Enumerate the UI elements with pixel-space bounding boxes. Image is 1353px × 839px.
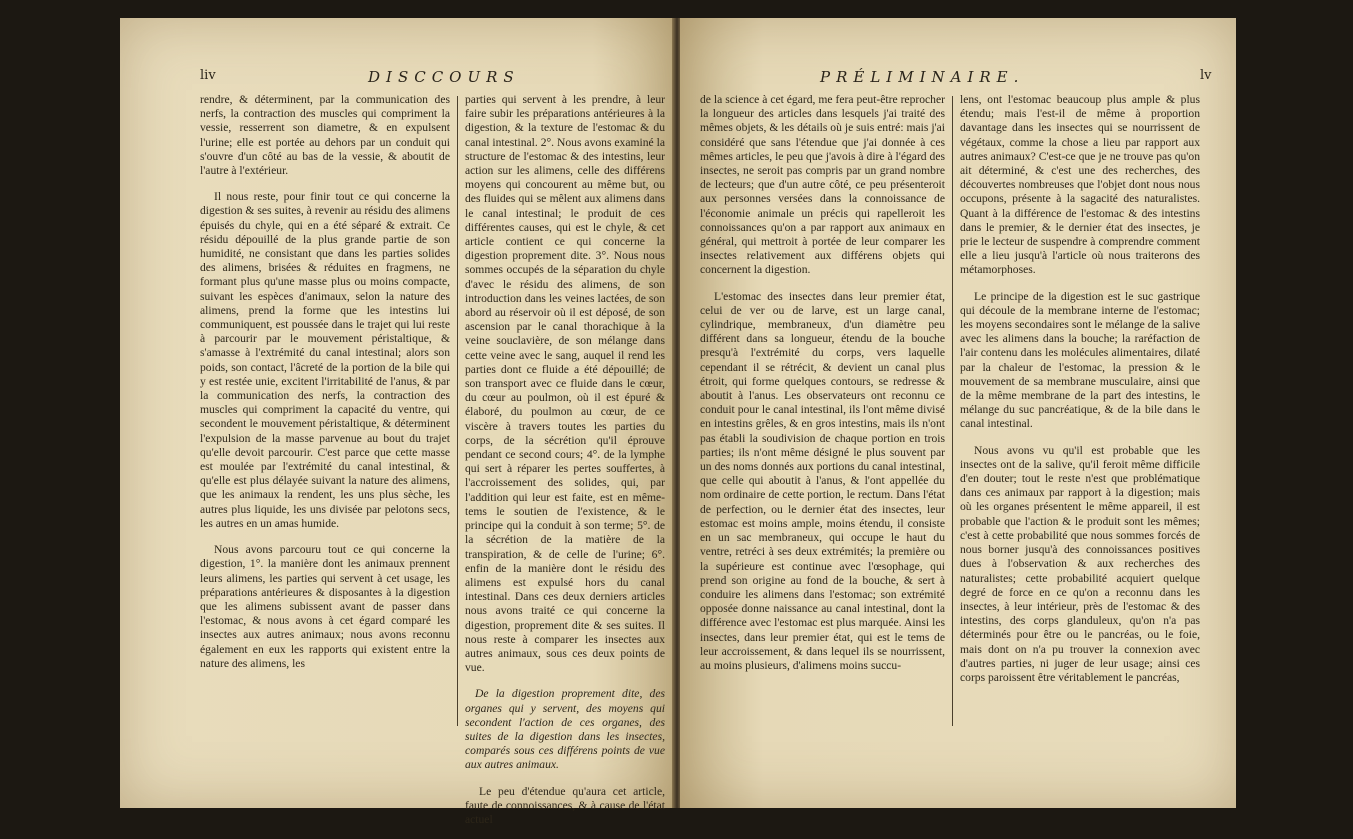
page-number-left: liv xyxy=(200,68,216,83)
running-title-left: DISCCOURS xyxy=(368,68,520,86)
column-rule xyxy=(457,96,458,726)
paragraph: Le peu d'étendue qu'aura cet article, faute de connoissances, & à cause de l'état actuel xyxy=(465,784,665,826)
left-column-1 xyxy=(200,93,450,683)
paragraph: L'estomac des insectes dans leur premier état, celui de ver ou de larve, est un large canal, cylindrique, membraneux, d'un diamètre peu différent dans sa longueur, étendu de la bouche presqu'à l'extrémité du corps, vers laquelle cependant il se rétrécit, & devient un canal plus étroit, qui forme quelques contours, se redresse & aboutit à l'anus. Les observateurs ont reconnu ce conduit pour le canal intestinal, ils l'ont même divisé en intestins grêles, & en gros intestins, mais ils n'ont pas établi la soudivision de chaque portion en trois parties; ils n'ont même désigné le plus souvent par un des noms donnés aux portions du canal intestinal, que celle qui aboutit à l'anus, & l'ont appellée du nom ordinaire de cette portion, le rectum. Dans l'état de perfection, ou le dernier état des insectes, leur estomac est moins ample, moins étendu, il consiste en un sac membraneux, qui occupe le haut du ventre, retréci à ses deux extrémités; la première ou la supérieure est continue avec l'œsophage, qui prend son origine au fond de la bouche, & sert à conduire les alimens dans l'estomac; son extrémité opposée donne naissance au canal intestinal, dont la différence avec l'estomac est plus marquée. Ainsi les insectes, dans leur premier état, qui est le tems de leur accroissement, & dans lequel ils se nourrissent, au moins plusieurs, d'alimens moins succu- xyxy=(700,289,945,672)
right-column-1 xyxy=(700,93,945,685)
right-page xyxy=(680,18,1236,808)
paragraph: Nous avons vu qu'il est probable que les insectes ont de la salive, qu'il feroit même difficile d'en douter; tout le reste n'est que problématique dans ces animaux par rapport à la digestion; mais où les organes présentent le même appareil, il est probable que l'action & le produit sont les mêmes; c'est à cette probabilité que nous sommes forcés de nous borner jusqu'à des connoissances positives dues à l'observation & aux recherches des naturalistes; cette probabilité acquiert quelque degré de force en ce qu'on a reconnu dans les insectes, à leur intérieur, près de l'estomac & des intestins, des corps glanduleux, qu'on n'a pas déterminés pour être ou le pancréas, ou le foie, mais dont on n'a pu trouver la connexion avec d'autres parties, ni juger de leur usage; ainsi ces corps paroissent être véritablement le pancréas, xyxy=(960,443,1200,684)
column-rule xyxy=(952,96,953,726)
paragraph: Le principe de la digestion est le suc gastrique qui découle de la membrane interne de l'estomac; les moyens secondaires sont le mélange de la salive avec les alimens dans la bouche; la raréfaction de l'air contenu dans les molécules alimentaires, dilaté par la chaleur de l'estomac, la pression & le mouvement de sa membrane musculaire, ainsi que de la même membrane de la part des intestins, le mélange du suc pancréatique, & de la bile dans le canal intestinal. xyxy=(960,289,1200,431)
paragraph: rendre, & déterminent, par la communication des nerfs, la contraction des muscles qui compriment la vessie, resserrent son diametre, & en expulsent l'urine; elle est portée au dehors par un conduit qui s'ouvre d'un côté au bas de la vessie, & aboutit de l'autre à l'extérieur. xyxy=(200,93,450,178)
paragraph: lens, ont l'estomac beaucoup plus ample & plus étendu; mais l'est-il de même à proportion davantage dans les insectes qui se nourrissent de végétaux, comme la chose a lieu par rapport aux autres animaux? C'est-ce que je ne trouve pas qu'on ait déterminé, & c'est une des recherches, des découvertes nombreuses que l'objet dont nous nous occupons, présente à la sagacité des naturalistes. Quant à la différence de l'estomac & des intestins dans le premier, & le dernier état des insectes, je prie le lecteur de suspendre à comprendre comment elle a lieu jusqu'à l'article où nous traiterons des métamorphoses. xyxy=(960,93,1200,277)
running-title-right: PRÉLIMINAIRE. xyxy=(820,68,1025,86)
paragraph: de la science à cet égard, me fera peut-être reprocher la longueur des articles dans lesquels j'ai traité des mêmes objets, & les détails où je suis entré: mais j'ai considéré que sans l'étendue que j'ai donnée à ces mêmes articles, le peu que j'avois à dire à l'égard des insectes, ne seroit pas compris par un grand nombre de lecteurs; que d'un autre côté, ce peu présenteroit aux personnes versées dans la connoissance de l'économie animale un précis qui rapelleroit les connoissances qu'on a par rapport aux animaux en général, qui mettroit à portée de leur comparer les insectes relativement aux différens objets qui concernent la digestion. xyxy=(700,93,945,277)
left-column-2 xyxy=(465,93,665,839)
paragraph: parties qui servent à les prendre, à leur faire subir les préparations antérieures à la digestion, & la texture de l'estomac & du canal intestinal. 2°. Nous avons examiné la structure de l'estomac & des intestins, leur action sur les alimens, celle des différens moyens qui concourent au même but, ou des fluides qui se mêlent aux alimens dans le canal intestinal; le produit de ces différentes causes, qui est le chyle, & cet article contient ce qui concerne la digestion proprement dite. 3°. Nous nous sommes occupés de la séparation du chyle d'avec le résidu des alimens, de son introduction dans les veines lactées, de son abord au réservoir où il est déposé, de son ascension par le canal thorachique à la veine souclavière, de son mélange dans cette veine avec le sang, auquel il rend les parties dont ce fluide a été dépouillé; de son transport avec ce fluide dans le cœur, du cœur au poulmon, où il est épuré & élaboré, du poulmon au cœur, de ce viscère à travers toutes les parties du corps, de la sécrétion qu'il éprouve pendant ce second cours; 4°. de la lymphe qui sert à réparer les pertes souffertes, à l'accroissement des solides, qui, par l'addition qui leur est faite, est en même-tems le soutien de l'existence, & le principe qui la conduit à son terme; 5°. de la sécrétion de la matière de la transpiration, & de celle de l'urine; 6°. enfin de la manière dont le résidu des alimens est expulsé hors du canal intestinal. Dans ces deux derniers articles nous avons traité ce qui concerne la digestion, proprement dite & ses suites. Il nous reste à comparer les insectes aux autres animaux, sous ces deux points de vue. xyxy=(465,93,665,675)
left-page xyxy=(120,18,676,826)
page-number-right: lv xyxy=(1200,68,1212,83)
paragraph: Nous avons parcouru tout ce qui concerne la digestion, 1°. la manière dont les animaux prennent leurs alimens, les parties qui servent à cet usage, les préparations antérieures & disposantes à la digestion que les alimens subissent avant de passer dans l'estomac, & nous avons à cet égard comparé les insectes aux autres animaux; nous avons reconnu également en eux les rapports qui existent entre la nature des alimens, les xyxy=(200,543,450,670)
italic-heading: De la digestion proprement dite, des organes qui y servent, des moyens qui secondent l'action de ces organes, des suites de la digestion dans les insectes, comparés sous ces différens points de vue aux autres animaux. xyxy=(465,687,665,772)
right-column-2 xyxy=(960,93,1200,697)
paragraph: Il nous reste, pour finir tout ce qui concerne la digestion & ses suites, à revenir au résidu des alimens épuisés du chyle, qui en a été séparé & extrait. Ce résidu dépouillé de la plus grande partie de son humidité, ne consistant que dans les parties solides des alimens, brisées & réduites en fragmens, ne formant plus qu'une masse plus ou moins compacte, suivant les espèces d'animaux, selon la nature des alimens, prend la forme que les intestins lui communiquent, est poussée dans le trajet qui lui reste à parcourir par le mouvement péristaltique, & s'amasse à l'extrémité du canal intestinal; alors son poids, son contact, l'âcreté de la portion de la bile qui y est restée unie, excitent l'irritabilité de l'anus, & par la communication des nerfs, la contraction des muscles qui compriment la capacité du ventre, qui secondent le mouvement péristaltique, & déterminent l'expulsion de la masse parvenue au bout du trajet qu'elle devoit parcourir. C'est parce que cette masse est moulée par l'extrémité du canal intestinal, & qu'elle est plus délayée suivant la nature des alimens, que les animaux la rendent, les uns plus sèche, les autres plus liquide, les uns divisée par pelotons secs, les autres en un amas humide. xyxy=(200,190,450,530)
